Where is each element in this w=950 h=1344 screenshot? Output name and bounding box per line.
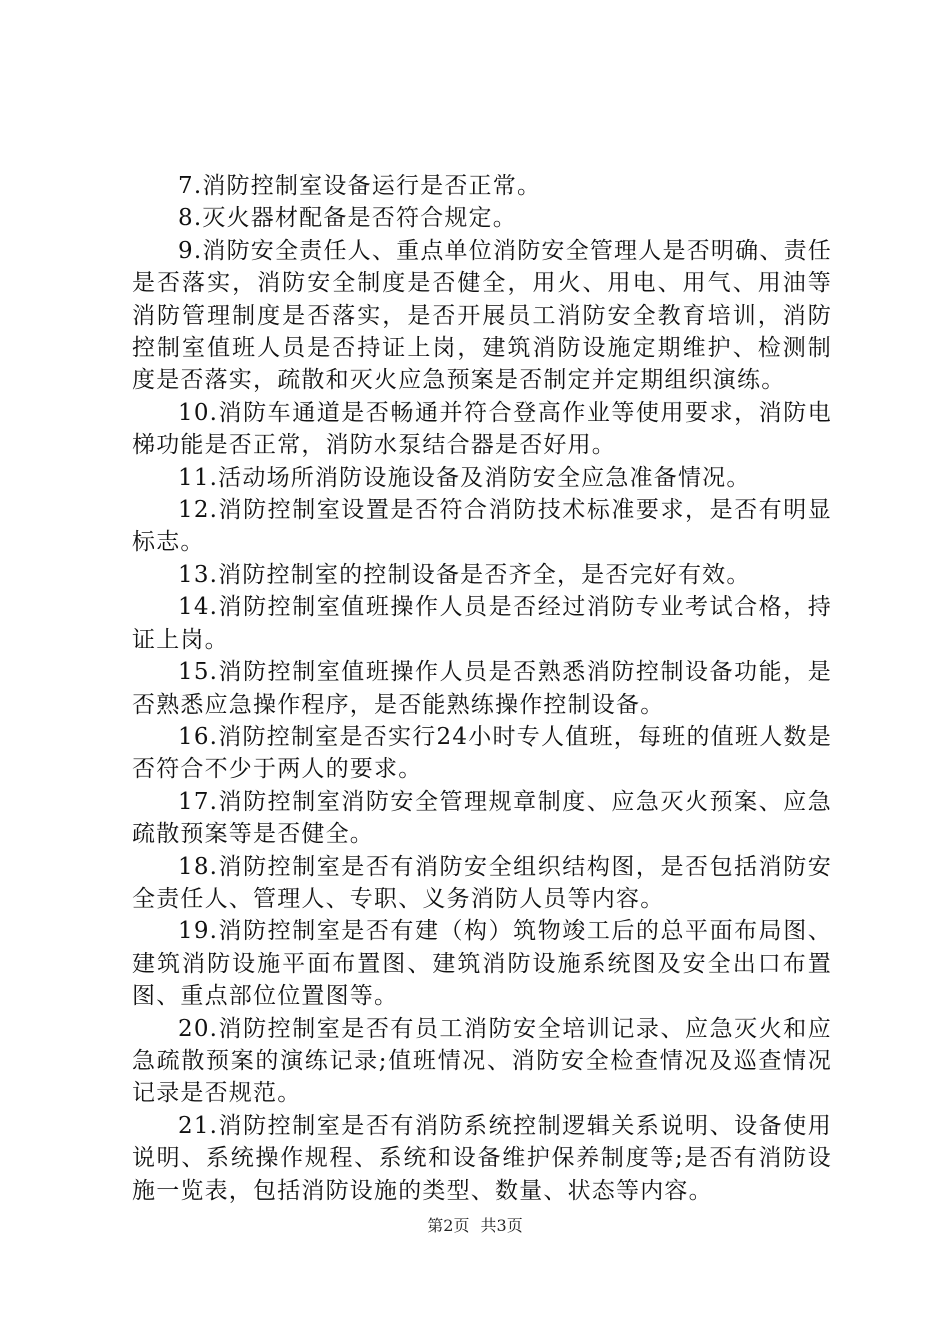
document-body	[132, 170, 832, 1207]
paragraph-item-12: 12.消防控制室设置是否符合消防技术标准要求，是否有明显标志。	[132, 497, 832, 556]
paragraph-item-16: 16.消防控制室是否实行24小时专人值班，每班的值班人数是否符合不少于两人的要求。	[132, 723, 832, 783]
paragraph-item-10: 10.消防车通道是否畅通并符合登高作业等使用要求，消防电梯功能是否正常，消防水泵结合器是否好用。	[132, 399, 832, 459]
page-number: 第2页	[427, 1216, 470, 1235]
paragraph-item-13: 13.消防控制室的控制设备是否齐全，是否完好有效。	[178, 561, 751, 588]
paragraph-item-11: 11.活动场所消防设施设备及消防安全应急准备情况。	[178, 464, 751, 491]
paragraph-item-21: 21.消防控制室是否有消防系统控制逻辑关系说明、设备使用说明、系统操作规程、系统和设备维护保养制度等;是否有消防设施一览表，包括消防设施的类型、数量、状态等内容。	[132, 1112, 832, 1204]
page-total: 共3页	[480, 1216, 523, 1235]
page-footer	[0, 1216, 950, 1236]
paragraph-item-17: 17.消防控制室消防安全管理规章制度、应急灭火预案、应急疏散预案等是否健全。	[132, 788, 832, 848]
paragraph-item-19: 19.消防控制室是否有建（构）筑物竣工后的总平面布局图、建筑消防设施平面布置图、建筑消防设施系统图及安全出口布置图、重点部位位置图等。	[132, 918, 832, 1010]
paragraph-item-8: 8.灭火器材配备是否符合规定。	[178, 205, 517, 232]
paragraph-item-20: 20.消防控制室是否有员工消防安全培训记录、应急灭火和应急疏散预案的演练记录;值班情况、消防安全检查情况及巡查情况记录是否规范。	[132, 1015, 832, 1107]
paragraph-item-15: 15.消防控制室值班操作人员是否熟悉消防控制设备功能，是否熟悉应急操作程序，是否能熟练操作控制设备。	[132, 659, 832, 718]
paragraph-item-7: 7.消防控制室设备运行是否正常。	[178, 173, 542, 199]
paragraph-item-18: 18.消防控制室是否有消防安全组织结构图，是否包括消防安全责任人、管理人、专职、义务消防人员等内容。	[132, 853, 832, 912]
paragraph-item-9: 9.消防安全责任人、重点单位消防安全管理人是否明确、责任是否落实，消防安全制度是否健全，用火、用电、用气、用油等消防管理制度是否落实，是否开展员工消防安全教育培训，消防控制室值班人员是否持证上岗，建筑消防设施定期维护、检测制度是否落实，疏散和灭火应急预案是否制定并定期组织演练。	[132, 237, 832, 394]
paragraph-item-14: 14.消防控制室值班操作人员是否经过消防专业考试合格，持证上岗。	[132, 594, 832, 653]
